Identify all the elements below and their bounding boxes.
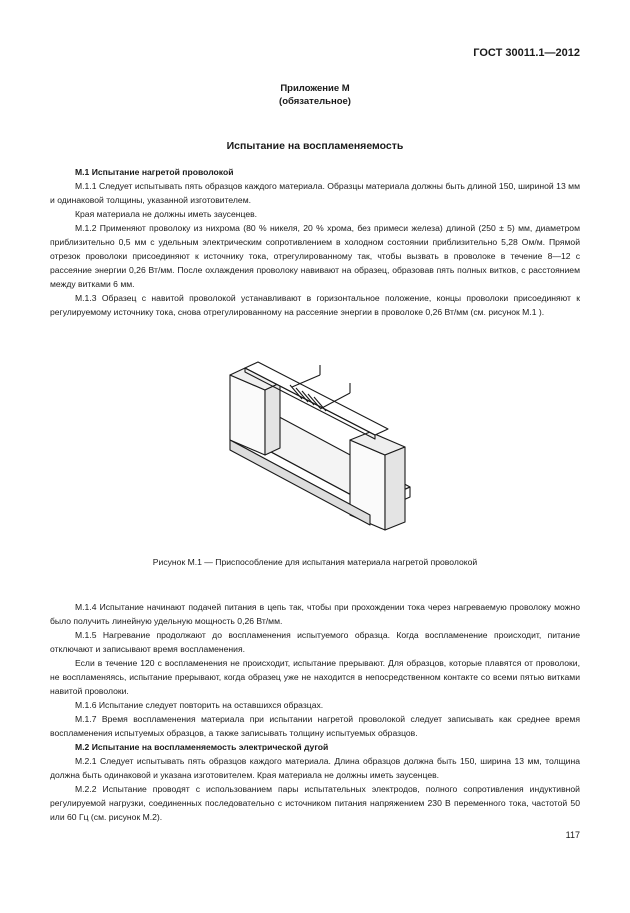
paragraph-m2-1: М.2.1 Следует испытывать пять образцов каждого материала. Длина образцов должна быть 150, ширина 13 мм, толщина должна быть одинаковой и указана изготовителем. Края материала не должны иметь заусенцев. xyxy=(50,756,580,780)
annex-title: Приложение М xyxy=(280,83,350,94)
paragraph-m1-1-edges: Края материала не должны иметь заусенцев. xyxy=(75,209,258,219)
section-m1-text xyxy=(50,165,580,319)
figure-m1-fixture xyxy=(220,355,420,535)
section-title: Испытание на воспламеняемость xyxy=(226,140,404,152)
paragraph-m1-5-cont: Если в течение 120 с воспламенения не происходит, испытание прерывают. Для образцов, которые плавятся от проволоки, не воспламеняясь, испытание прерывают, когда образец уже не находится в непосредственном контакте со всеми пятью витками навитой проволоки. xyxy=(50,658,580,696)
standard-id: ГОСТ 30011.1—2012 xyxy=(473,47,580,59)
section-m1-continued-text xyxy=(50,600,580,824)
figure-caption: Рисунок М.1 — Приспособление для испытания материала нагретой проволокой xyxy=(152,557,478,567)
paragraph-m1-4: М.1.4 Испытание начинают подачей питания в цепь так, чтобы при прохождении тока через нагреваемую проволоку можно было получить линейную удельную мощность 0,26 Вт/мм. xyxy=(50,602,580,626)
paragraph-m1-2: М.1.2 Применяют проволоку из нихрома (80 % никеля, 20 % хрома, без примеси железа) длиной (250 ± 5) мм, диаметром приблизительно 0,5 мм с удельным электрическим сопротивлением в холодном состоянии приблизительно 5,28 Ом/м. Прямой отрезок проволоки присоединяют к источнику тока, отрегулированному так, чтобы вызвать в проволоке в течение 8—12 с рассеяние энергии 0,26 Вт/мм. После охлаждения проволоку навивают на образец, образовав пять полных витков, с расстоянием между витками 6 мм. xyxy=(50,223,580,289)
paragraph-m1-5: М.1.5 Нагревание продолжают до воспламенения испытуемого образца. Когда воспламенение происходит, питание отключают и записывают время воспламенения. xyxy=(50,630,580,654)
paragraph-m1-3: М.1.3 Образец с навитой проволокой устанавливают в горизонтальное положение, концы проволоки присоединяют к регулируемому источнику тока, снова отрегулированному на рассеяние энергии в проволоке 0,26 Вт/мм (см. рисунок М.1 ). xyxy=(50,293,580,317)
page-number: 117 xyxy=(565,830,580,840)
annex-heading xyxy=(50,82,580,108)
paragraph-m1-1: М.1.1 Следует испытывать пять образцов каждого материала. Образцы материала должны быть длиной 150, шириной 13 мм и одинаковой толщины, указанной изготовителем. xyxy=(50,181,580,205)
heading-m1: М.1 Испытание нагретой проволокой xyxy=(75,167,234,177)
heading-m2: М.2 Испытание на воспламеняемость электрической дугой xyxy=(75,742,329,752)
paragraph-m1-7: М.1.7 Время воспламенения материала при испытании нагретой проволокой следует записывать как среднее время воспламенения испытуемых образцов, а также записывать толщину испытуемых образцов. xyxy=(50,714,580,738)
paragraph-m1-6: М.1.6 Испытание следует повторить на оставшихся образцах. xyxy=(75,700,324,710)
paragraph-m2-2: М.2.2 Испытание проводят с использованием пары испытательных электродов, полного сопротивления индуктивной регулируемой нагрузки, соединенных последовательно с источником питания напряжением 230 В переменного тока, частотой 50 или 60 Гц (см. рисунок М.2). xyxy=(50,784,580,822)
annex-status: (обязательное) xyxy=(279,96,351,107)
